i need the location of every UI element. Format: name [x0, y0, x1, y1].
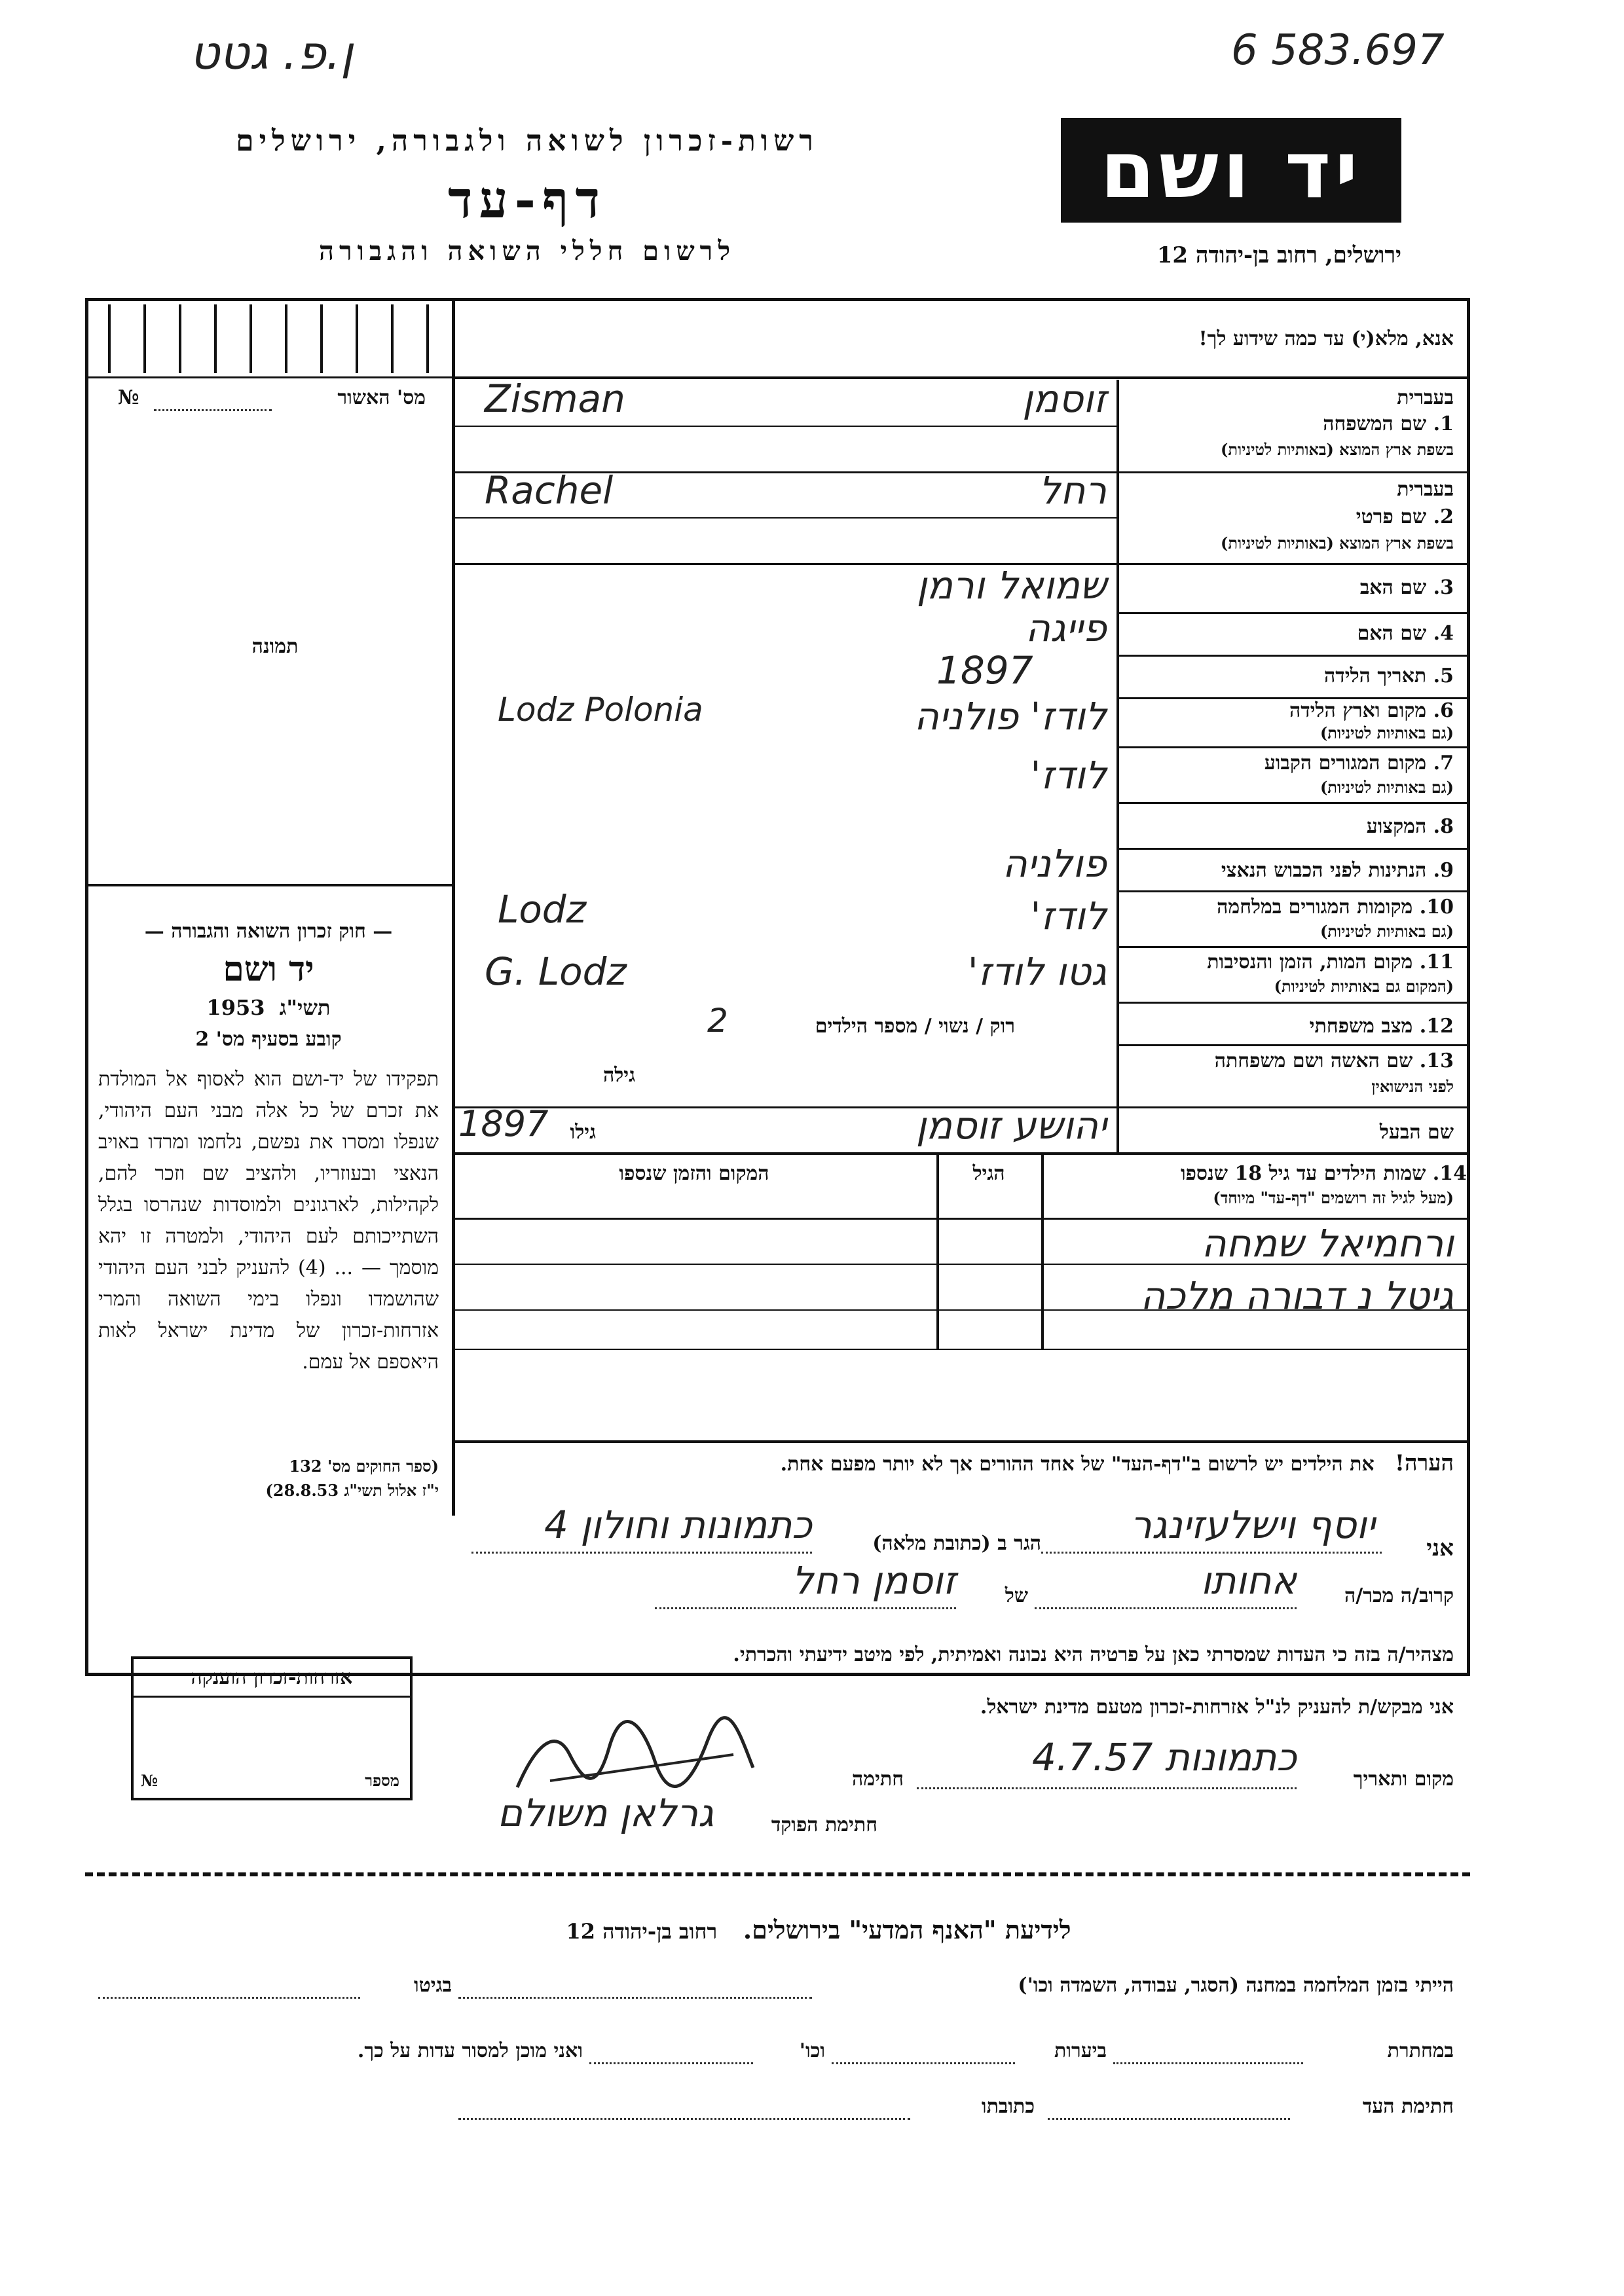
field-14-label: 14. שמות הילדים עד גיל 18 שנספו [1180, 1162, 1467, 1185]
citizenship-title: אזרחות-זכרון הוענקה [191, 1666, 353, 1689]
in-hebrew-2: בעברית [1397, 478, 1454, 501]
footer-ready: ואני מוכן למסור עדות על כך. [357, 2039, 583, 2062]
field-2-label: 2. שם פרטי [1356, 505, 1454, 528]
barcode-stripes [92, 304, 445, 373]
of-label: של [1005, 1584, 1028, 1607]
living-address: כתמונות וחולון 4 [544, 1503, 812, 1547]
husband-age-label: גילו [570, 1121, 596, 1144]
form-subtitle: לרשום חללי השואה והגבורה [318, 236, 736, 266]
marital-options: רוק / נשוי / מספר הילדים [815, 1015, 1015, 1038]
field-4-label: 4. שם האם [1357, 622, 1454, 645]
col-place-time: המקום והזמן שנספו [619, 1162, 769, 1185]
birth-place: לודז' פולניה [914, 694, 1107, 738]
note: הערה! את הילדים יש לרשום ב"דף-העד" של אחד ההורים אך לא יותר מפעם אחת. [780, 1450, 1454, 1476]
field-5-label: 5. תאריך הלידה [1324, 665, 1454, 687]
law-title: — חוק זכרון השואה והגבורה — [144, 920, 393, 943]
tear-line [85, 1872, 1470, 1876]
form-intro: אנא, מלא(י) עד כמה שידוע לך! [1198, 327, 1454, 350]
field-10-sub: (גם באותיות לטיניות) [1320, 922, 1454, 941]
col-age: הגיל [972, 1162, 1005, 1185]
citizenship-no: № [141, 1771, 158, 1790]
officer-label: חתימת הפוקד [771, 1813, 877, 1836]
footer-forests: ביערות [1054, 2039, 1107, 2062]
top-left-note: ן.פ. גטט [190, 26, 354, 80]
surname-latin: Zisman [485, 376, 625, 421]
field-13-sub: לפני הנישואין [1371, 1077, 1454, 1096]
firstname-latin: Rachel [485, 468, 614, 513]
child-2: גיטל נ דבורה מלכה [1140, 1273, 1454, 1318]
form-title: דף-עד [448, 170, 606, 230]
field-6-sub: (גם באותיות לטיניות) [1320, 723, 1454, 742]
ani-label: אני [1426, 1535, 1454, 1561]
wife-age-label: גילה [602, 1064, 635, 1087]
top-right-number: 6 583.697 [1231, 26, 1445, 75]
field-9-label: 9. הנתינות לפני הכבוש הנאצי [1221, 859, 1454, 882]
field-14-sub: (מעל לגיל זה רושמים "דף-עד" מיוחד) [1213, 1188, 1454, 1207]
residence: לודז' [1030, 753, 1107, 797]
birth-date: 1897 [936, 648, 1033, 693]
field-7-sub: (גם באותיות לטיניות) [1320, 778, 1454, 797]
surname-hebrew: זוסמן [1022, 376, 1107, 421]
death-place-latin: G. Lodz [485, 949, 627, 994]
authority-name: רשות-זכרון לשואה ולגבורה, ירושלים [236, 124, 819, 158]
field-11-sub: (המקום גם באותיות לטיניות) [1274, 977, 1454, 996]
relation: אחותו [1200, 1558, 1297, 1603]
yad-vashem-logo: יד ושם [1061, 118, 1401, 223]
husband-name: יהושע זוסמן [915, 1103, 1107, 1148]
origin-latin-1: בשפת ארץ המוצא (באותיות לטיניות) [1221, 440, 1454, 459]
citizenship-num-label: מספר [365, 1771, 399, 1790]
field-1-label: 1. שם המשפחה [1323, 412, 1454, 435]
husband-age: 1897 [458, 1103, 549, 1144]
footer-underground: במחתרת [1387, 2039, 1454, 2062]
approval-no: № [118, 386, 139, 409]
wartime-residence: לודז' [1030, 894, 1107, 938]
law-year: תשי"ג 1953 [206, 995, 331, 1020]
birth-place-latin: Lodz Polonia [498, 691, 703, 729]
death-place: גטו לודז' [967, 949, 1107, 994]
law-clause: קובע בסעיף מס' 2 [195, 1028, 342, 1051]
footer-line1: הייתי בזמן המלחמה במחנה (הסגר, עבודה, השמדה וכו') [1018, 1974, 1454, 1997]
address: ירושלים, רחוב בן-יהודה 12 [1156, 242, 1401, 268]
field-10-label: 10. מקומות המגורים במלחמה [1217, 896, 1454, 919]
footer-witness-address: כתובתו [981, 2095, 1035, 2118]
father-name: שמואל ורמן [916, 563, 1107, 608]
field-7-label: 7. מקום המגורים הקבוע [1264, 752, 1454, 774]
children-count: 2 [707, 1002, 728, 1040]
nationality: פולניה [1002, 841, 1107, 886]
field-11-label: 11. מקום המות, הזמן והנסיבות [1207, 951, 1454, 974]
field-13-label: 13. שם האשה ושם משפחתה [1214, 1049, 1454, 1072]
in-hebrew-1: בעברית [1397, 386, 1454, 409]
place-date: כתמונות 4.7.57 [1031, 1735, 1297, 1779]
child-1: ורחמיאל שמחה [1201, 1221, 1454, 1266]
origin-latin-2: בשפת ארץ המוצא (באותיות לטיניות) [1221, 534, 1454, 553]
law-ref1: (ספר החוקים מס' 132 [289, 1457, 439, 1476]
footer-title: לידיעת "האנף המדעי" בירושלים. רחוב בן-יהודה 12 [566, 1915, 1071, 1944]
declaration: מצהיר/ה בזה כי העדות שמסרתי כאן על פרטיה היא נכונה ואמיתית, לפי מיטב ידיעתי והכרתי. [733, 1643, 1454, 1666]
footer-ghetto: בגיטו [413, 1974, 452, 1997]
signature-label: חתימה [852, 1768, 904, 1791]
husband-label: שם הבעל [1379, 1121, 1454, 1144]
footer-witness-sign: חתימת העד [1362, 2095, 1454, 2118]
firstname-hebrew: רחל [1039, 468, 1107, 513]
field-3-label: 3. שם האב [1359, 576, 1454, 599]
officer-sign: גרלאן משולם [497, 1791, 714, 1835]
approval-label: מס' האשור [337, 386, 426, 409]
of-name: זוסמן רחל [792, 1558, 956, 1603]
ani-name: יוסף וישלעזינגר [1130, 1503, 1375, 1547]
field-8-label: 8. המקצוע [1366, 815, 1454, 838]
footer-etc: וכו' [799, 2039, 825, 2062]
place-date-label: מקום ותאריך [1353, 1768, 1454, 1791]
sidebar-logo: יד ושם [223, 949, 314, 989]
wartime-residence-latin: Lodz [498, 887, 587, 932]
mother-name: פייגה [1025, 606, 1107, 650]
field-12-label: 12. מצב משפחתי [1309, 1015, 1454, 1038]
photo-label: תמונה [251, 635, 299, 658]
field-6-label: 6. מקום וארץ הלידה [1289, 699, 1454, 722]
signature [511, 1715, 760, 1800]
living-label: הגר ב (כתובת מלאה) [872, 1532, 1041, 1555]
request: אני מבקש/ת להעניק לנ"ל אזרחות-זכרון מטעם מדינת ישראל. [980, 1696, 1454, 1719]
law-ref2: י"ז אלול תשי"ג 28.8.53) [265, 1481, 439, 1500]
relative-label: קרוב/ה מכר/ה [1344, 1584, 1454, 1607]
law-text: תפקידו של יד-ושם הוא לאסוף אל המולדת את זכרם של כל אלה מבני העם היהודי, שנפלו ומסרו את נפשם, נלחמו ומרדו באויב הנאצי ובעוזריו, ולהציב שם וזכר להם, לקהילות, לארגונים ולמוסדות שנהרסו בגלל השתייכותם לעם היהודי, ולמטרה זו יהא מוסמך — ... (4) להעניק לבני העם היהודי שהושמדו ונפלו בימי השואה והמרי אזרחות-זכרון של מדינת ישראל לאות היאספם אל עמם. [98, 1068, 439, 1374]
